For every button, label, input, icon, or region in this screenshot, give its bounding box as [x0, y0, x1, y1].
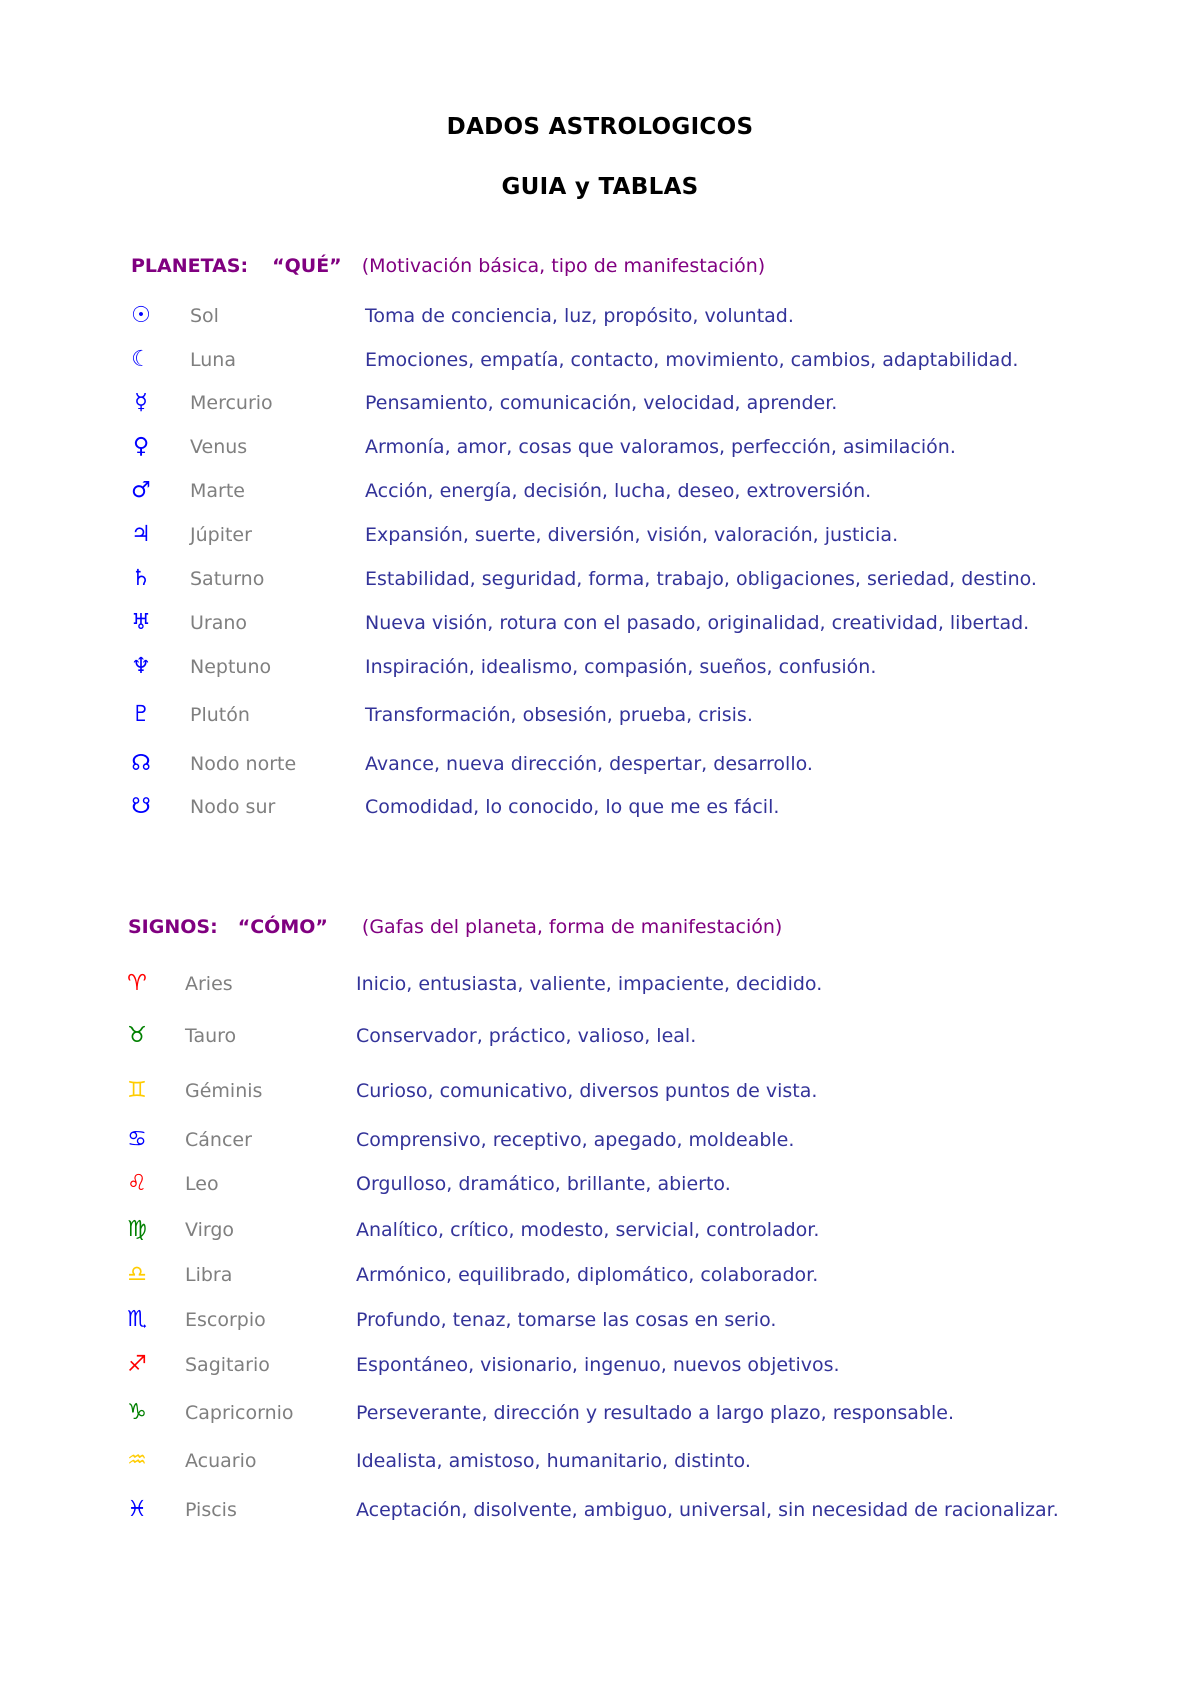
sign-name: Cáncer [185, 1129, 252, 1151]
planet-row [124, 751, 1200, 781]
sign-name: Libra [185, 1264, 233, 1286]
aquarius-icon: ♒ [127, 1448, 147, 1473]
planet-description: Armonía, amor, cosas que valoramos, perfección, asimilación. [365, 436, 956, 458]
sign-description: Orgulloso, dramático, brillante, abierto. [356, 1173, 731, 1195]
sign-description: Perseverante, dirección y resultado a largo plazo, responsable. [356, 1402, 955, 1424]
planet-name: Venus [190, 436, 248, 458]
planet-row [124, 390, 1200, 420]
virgo-icon: ♍ [127, 1217, 147, 1242]
planet-description: Comodidad, lo conocido, lo que me es fácil. [365, 796, 780, 818]
sign-description: Profundo, tenaz, tomarse las cosas en serio. [356, 1309, 777, 1331]
sign-row [120, 1171, 1200, 1201]
planet-row [124, 522, 1200, 552]
leo-icon: ♌ [127, 1171, 147, 1196]
planet-row [124, 566, 1200, 596]
planet-description: Expansión, suerte, diversión, visión, valoración, justicia. [365, 524, 899, 546]
sign-description: Analítico, crítico, modesto, servicial, controlador. [356, 1219, 820, 1241]
jupiter-icon: ♃ [131, 522, 151, 547]
signos-label: SIGNOS: [128, 916, 218, 938]
scorpio-icon: ♏ [127, 1307, 147, 1332]
planet-name: Nodo sur [190, 796, 276, 818]
planet-row [124, 347, 1200, 377]
sign-row [120, 1400, 1200, 1430]
sign-name: Aries [185, 973, 233, 995]
gemini-icon: ♊ [127, 1078, 147, 1103]
mercury-icon: ☿ [134, 390, 148, 415]
planet-row [124, 303, 1200, 333]
planet-name: Júpiter [190, 524, 252, 546]
planet-row [124, 794, 1200, 824]
sign-row [120, 1352, 1200, 1382]
capricorn-icon: ♑ [127, 1400, 147, 1425]
sign-name: Virgo [185, 1219, 235, 1241]
planet-row [124, 610, 1200, 640]
planet-name: Neptuno [190, 656, 272, 678]
sign-name: Piscis [185, 1499, 237, 1521]
sign-description: Idealista, amistoso, humanitario, distinto. [356, 1450, 751, 1472]
document-title: DADOS ASTROLOGICOS [446, 114, 754, 140]
sign-description: Conservador, práctico, valioso, leal. [356, 1025, 697, 1047]
sign-name: Géminis [185, 1080, 263, 1102]
planet-description: Transformación, obsesión, prueba, crisis. [365, 704, 753, 726]
sign-row [120, 1497, 1200, 1527]
sign-row [120, 1217, 1200, 1247]
planet-name: Plutón [190, 704, 250, 726]
sign-description: Aceptación, disolvente, ambiguo, universal, sin necesidad de racionalizar. [356, 1499, 1059, 1521]
sagittarius-icon: ♐ [127, 1352, 147, 1377]
planet-description: Acción, energía, decisión, lucha, deseo, extroversión. [365, 480, 872, 502]
planet-description: Inspiración, idealismo, compasión, sueños, confusión. [365, 656, 877, 678]
saturn-icon: ♄ [131, 566, 151, 591]
sign-row [120, 1023, 1200, 1053]
venus-icon: ♀ [132, 434, 150, 459]
sign-description: Armónico, equilibrado, diplomático, colaborador. [356, 1264, 819, 1286]
planet-row [124, 478, 1200, 508]
north-node-icon: ☊ [131, 751, 151, 776]
sign-row [120, 971, 1200, 1001]
south-node-icon: ☋ [131, 794, 151, 819]
planet-description: Emociones, empatía, contacto, movimiento, cambios, adaptabilidad. [365, 349, 1019, 371]
taurus-icon: ♉ [127, 1023, 147, 1048]
planet-name: Nodo norte [190, 753, 297, 775]
sun-icon: ☉ [131, 303, 151, 328]
planet-description: Estabilidad, seguridad, forma, trabajo, obligaciones, seriedad, destino. [365, 568, 1037, 590]
mars-icon: ♂ [131, 478, 151, 503]
sign-name: Escorpio [185, 1309, 266, 1331]
planet-description: Pensamiento, comunicación, velocidad, aprender. [365, 392, 838, 414]
planet-row [124, 654, 1200, 684]
cancer-icon: ♋ [127, 1127, 147, 1152]
sign-name: Leo [185, 1173, 219, 1195]
libra-icon: ♎ [127, 1262, 147, 1287]
document-subtitle: GUIA y TABLAS [501, 174, 699, 200]
pisces-icon: ♓ [127, 1497, 147, 1522]
planet-name: Luna [190, 349, 236, 371]
planet-description: Toma de conciencia, luz, propósito, voluntad. [365, 305, 794, 327]
planetas-note: (Motivación básica, tipo de manifestación) [361, 255, 766, 277]
signos-header [128, 916, 782, 938]
sign-row [120, 1307, 1200, 1337]
sign-name: Capricornio [185, 1402, 294, 1424]
sign-description: Espontáneo, visionario, ingenuo, nuevos objetivos. [356, 1354, 840, 1376]
uranus-icon: ♅ [131, 610, 151, 635]
sign-row [120, 1262, 1200, 1292]
planetas-label: PLANETAS: [131, 255, 249, 277]
sign-name: Tauro [185, 1025, 237, 1047]
moon-icon: ☾ [131, 347, 151, 372]
sign-name: Acuario [185, 1450, 257, 1472]
neptune-icon: ♆ [131, 654, 151, 679]
pluto-icon: ♇ [131, 702, 151, 727]
planet-row [124, 434, 1200, 464]
planet-name: Sol [190, 305, 219, 327]
planet-description: Nueva visión, rotura con el pasado, originalidad, creatividad, libertad. [365, 612, 1030, 634]
sign-name: Sagitario [185, 1354, 270, 1376]
planet-row [124, 702, 1200, 732]
sign-description: Curioso, comunicativo, diversos puntos de vista. [356, 1080, 818, 1102]
signos-note: (Gafas del planeta, forma de manifestación) [361, 916, 783, 938]
sign-row [120, 1078, 1200, 1108]
planet-name: Marte [190, 480, 245, 502]
planet-name: Saturno [190, 568, 265, 590]
sign-description: Comprensivo, receptivo, apegado, moldeable. [356, 1129, 795, 1151]
sign-row [120, 1448, 1200, 1478]
aries-icon: ♈ [127, 971, 147, 996]
sign-row [120, 1127, 1200, 1157]
planetas-que: “QUÉ” [272, 255, 342, 277]
planet-name: Urano [190, 612, 248, 634]
planet-name: Mercurio [190, 392, 273, 414]
signos-como: “CÓMO” [237, 916, 328, 938]
planet-description: Avance, nueva dirección, despertar, desarrollo. [365, 753, 813, 775]
sign-description: Inicio, entusiasta, valiente, impaciente, decidido. [356, 973, 823, 995]
planetas-header [131, 255, 765, 277]
